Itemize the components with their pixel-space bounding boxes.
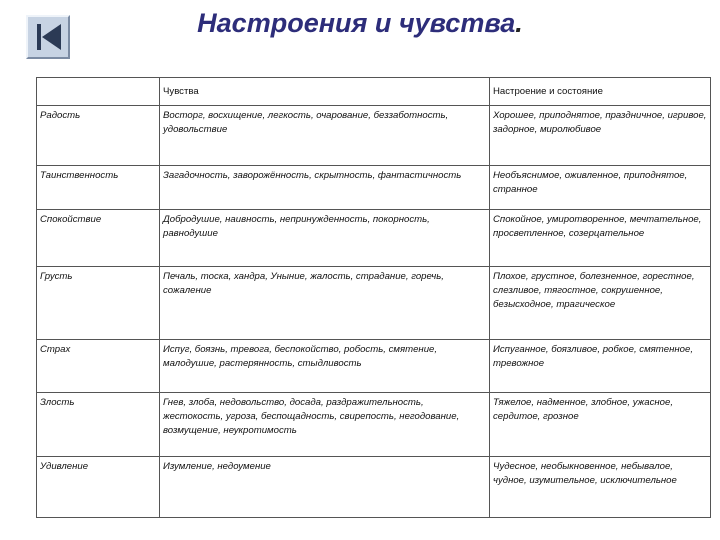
feelings-cell: Загадочность, заворожённость, скрытность, фантастичность	[160, 166, 490, 210]
feelings-cell: Добродушие, наивность, непринужденность, покорность, равнодушие	[160, 210, 490, 267]
table-header-row	[37, 78, 711, 106]
emotion-cell: Страх	[37, 340, 160, 393]
table-row	[37, 106, 711, 166]
table-row	[37, 210, 711, 267]
mood-cell: Необъяснимое, оживленное, приподнятое, странное	[490, 166, 711, 210]
mood-cell: Хорошее, приподнятое, праздничное, игривое, задорное, миролюбивое	[490, 106, 711, 166]
header-cell-feelings: Чувства	[160, 78, 490, 106]
emotion-cell: Спокойствие	[37, 210, 160, 267]
emotion-cell: Радость	[37, 106, 160, 166]
mood-cell: Плохое, грустное, болезненное, горестное, слезливое, тягостное, сокрушенное, безысходное, трагическое	[490, 267, 711, 340]
emotion-cell: Удивление	[37, 457, 160, 518]
title-text: Настроения и чувства	[197, 8, 516, 38]
feelings-cell: Восторг, восхищение, легкость, очарование, беззаботность, удовольствие	[160, 106, 490, 166]
table-row	[37, 340, 711, 393]
header-cell-empty	[37, 78, 160, 106]
emotion-cell: Таинственность	[37, 166, 160, 210]
mood-cell: Чудесное, необыкновенное, небывалое, чудное, изумительное, исключительное	[490, 457, 711, 518]
table-row	[37, 457, 711, 518]
feelings-cell: Изумление, недоумение	[160, 457, 490, 518]
page-title	[0, 8, 720, 39]
table-row	[37, 166, 711, 210]
mood-cell: Тяжелое, надменное, злобное, ужасное, сердитое, грозное	[490, 393, 711, 457]
title-punct: .	[515, 8, 523, 38]
mood-cell: Испуганное, боязливое, робкое, смятенное, тревожное	[490, 340, 711, 393]
table-row	[37, 393, 711, 457]
emotions-table	[36, 77, 711, 518]
emotion-cell: Грусть	[37, 267, 160, 340]
header-cell-mood: Настроение и состояние	[490, 78, 711, 106]
feelings-cell: Печаль, тоска, хандра, Уныние, жалость, страдание, горечь, сожаление	[160, 267, 490, 340]
table-row	[37, 267, 711, 340]
emotion-cell: Злость	[37, 393, 160, 457]
feelings-cell: Гнев, злоба, недовольство, досада, раздражительность, жестокость, угроза, беспощадность, свирепость, негодование, возмущение, неукротимость	[160, 393, 490, 457]
feelings-cell: Испуг, боязнь, тревога, беспокойство, робость, смятение, малодушие, растерянность, стыдливость	[160, 340, 490, 393]
mood-cell: Спокойное, умиротворенное, мечтательное, просветленное, созерцательное	[490, 210, 711, 267]
